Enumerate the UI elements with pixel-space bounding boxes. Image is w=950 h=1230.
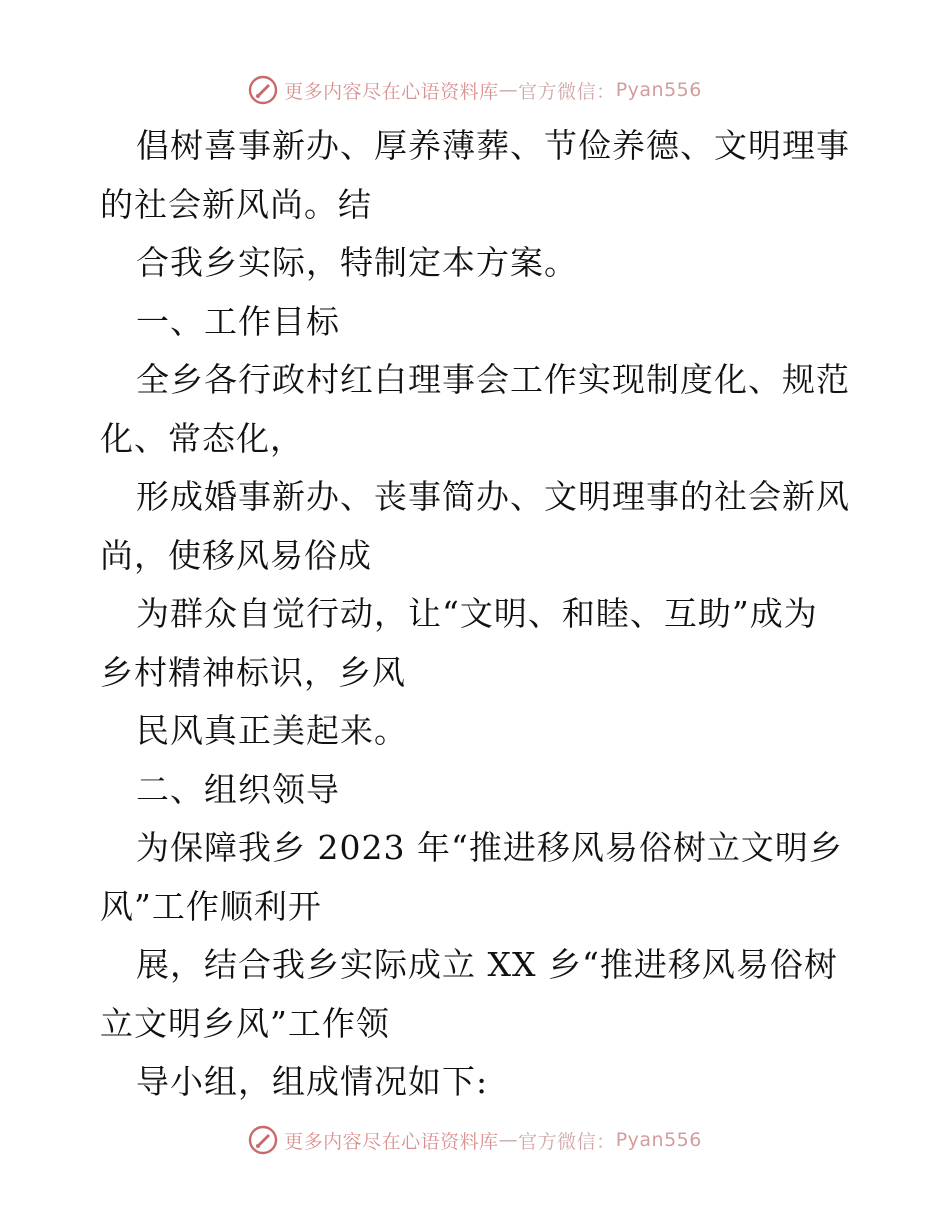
body-text-line: 为保障我乡 2023 年“推进移风易俗树立文明乡 [136,828,843,867]
watermark-contact-id: Pyan556 [615,79,702,101]
body-text-line: 一、工作目标 [136,301,340,341]
body-text-line: 风”工作顺利开 [100,886,322,926]
footer-watermark [0,1122,950,1158]
watermark-brand: 更多内容尽在心语资料库 [284,80,499,103]
logo-icon [248,75,278,105]
body-text-line: 为群众自觉行动，让“文明、和睦、互助”成为 [136,594,818,633]
body-text-line: 尚，使移风易俗成 [100,535,372,575]
body-text-line: 全乡各行政村红白理事会工作实现制度化、规范 [136,360,850,399]
body-text-line: 立文明乡风”工作领 [100,1003,390,1043]
body-text-line: 倡树喜事新办、厚养薄葬、节俭养德、文明理事 [136,126,850,165]
header-watermark [0,72,950,108]
document-body [100,117,860,1112]
body-text-line: 合我乡实际，特制定本方案。 [136,243,578,282]
body-text-line: 展，结合我乡实际成立 XX 乡“推进移风易俗树 [136,945,838,984]
body-text-line: 导小组，组成情况如下: [136,1062,489,1101]
body-text-line: 乡村精神标识，乡风 [100,652,406,692]
body-text-line: 二、组织领导 [136,769,340,809]
body-text-line: 民风真正美起来。 [136,711,408,750]
logo-icon [248,1125,278,1155]
watermark-brand: 更多内容尽在心语资料库 [284,1130,499,1153]
body-text-line: 形成婚事新办、丧事简办、文明理事的社会新风 [136,477,850,516]
watermark-separator: — [498,1129,519,1151]
watermark-contact-label: 官方微信： [518,80,616,103]
body-text-line: 化、常态化， [100,418,304,458]
watermark-separator: — [498,79,519,101]
watermark-contact-label: 官方微信： [518,1130,616,1153]
body-text-line: 的社会新风尚。结 [100,184,372,224]
watermark-contact-id: Pyan556 [615,1129,702,1151]
